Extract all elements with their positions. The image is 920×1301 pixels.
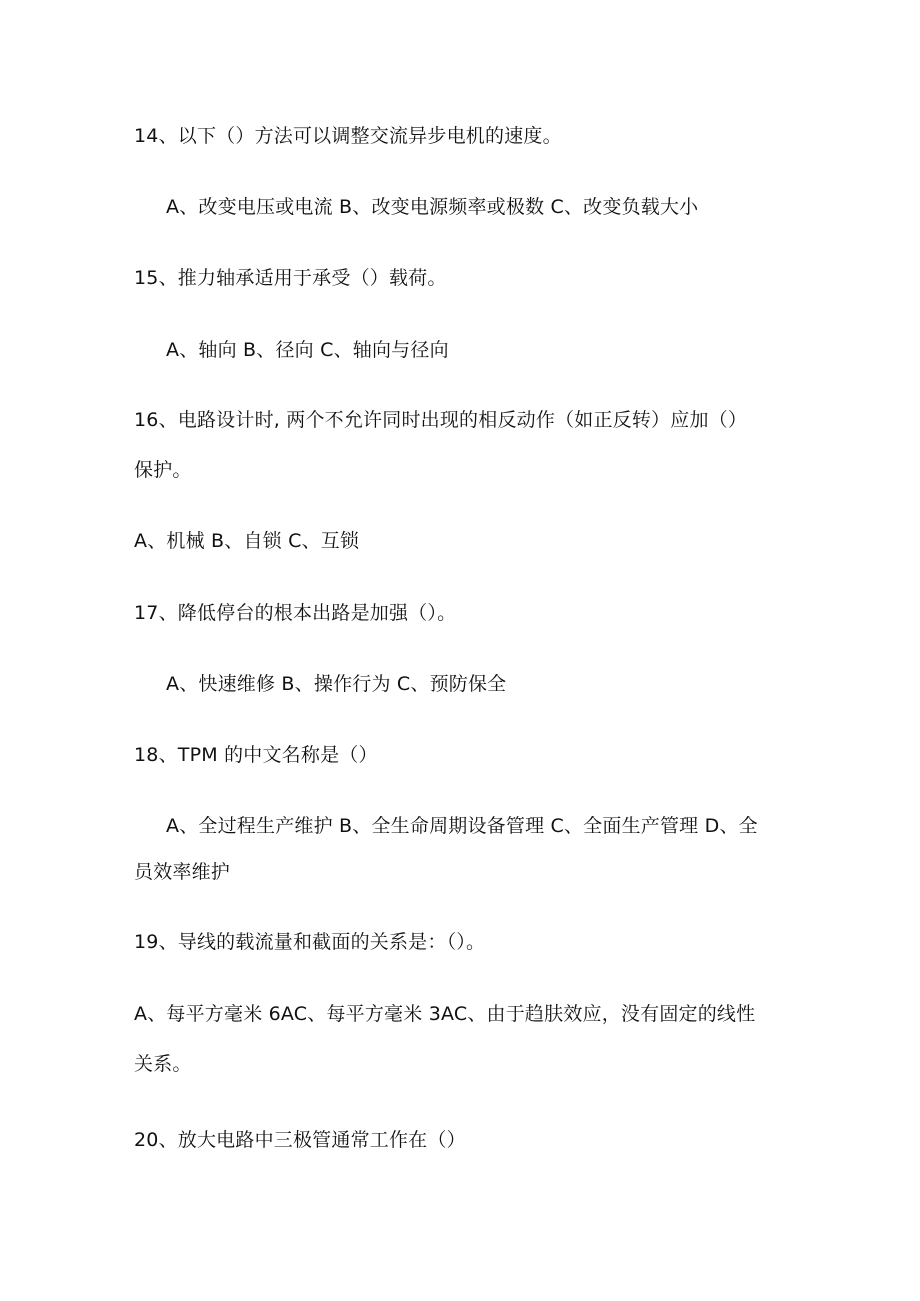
question-14-options: A、改变电压或电流 B、改变电源频率或极数 C、改变负载大小	[166, 196, 699, 218]
question-14: 14、以下（）方法可以调整交流异步电机的速度。	[134, 125, 562, 147]
question-16: 16、电路设计时, 两个不允许同时出现的相反动作（如正反转）应加（）	[134, 409, 748, 431]
question-18-options: A、全过程生产维护 B、全生命周期设备管理 C、全面生产管理 D、全	[166, 815, 758, 837]
question-15: 15、推力轴承适用于承受（）载荷。	[134, 267, 447, 289]
question-16-options: A、机械 B、自锁 C、互锁	[134, 530, 360, 552]
question-17: 17、降低停台的根本出路是加强（）。	[134, 602, 457, 624]
question-17-options: A、快速维修 B、操作行为 C、预防保全	[166, 673, 507, 695]
question-19: 19、导线的载流量和截面的关系是：（）。	[134, 931, 486, 953]
question-19-options-continuation: 关系。	[134, 1053, 192, 1075]
question-20: 20、放大电路中三极管通常工作在（）	[134, 1129, 466, 1151]
question-16-continuation: 保护。	[134, 459, 192, 481]
question-15-options: A、轴向 B、径向 C、轴向与径向	[166, 339, 449, 361]
question-19-options: A、每平方毫米 6AC、每平方毫米 3AC、由于趋肤效应，没有固定的线性	[134, 1003, 756, 1025]
question-18: 18、TPM 的中文名称是（）	[134, 744, 378, 766]
question-18-options-continuation: 员效率维护	[134, 861, 231, 883]
